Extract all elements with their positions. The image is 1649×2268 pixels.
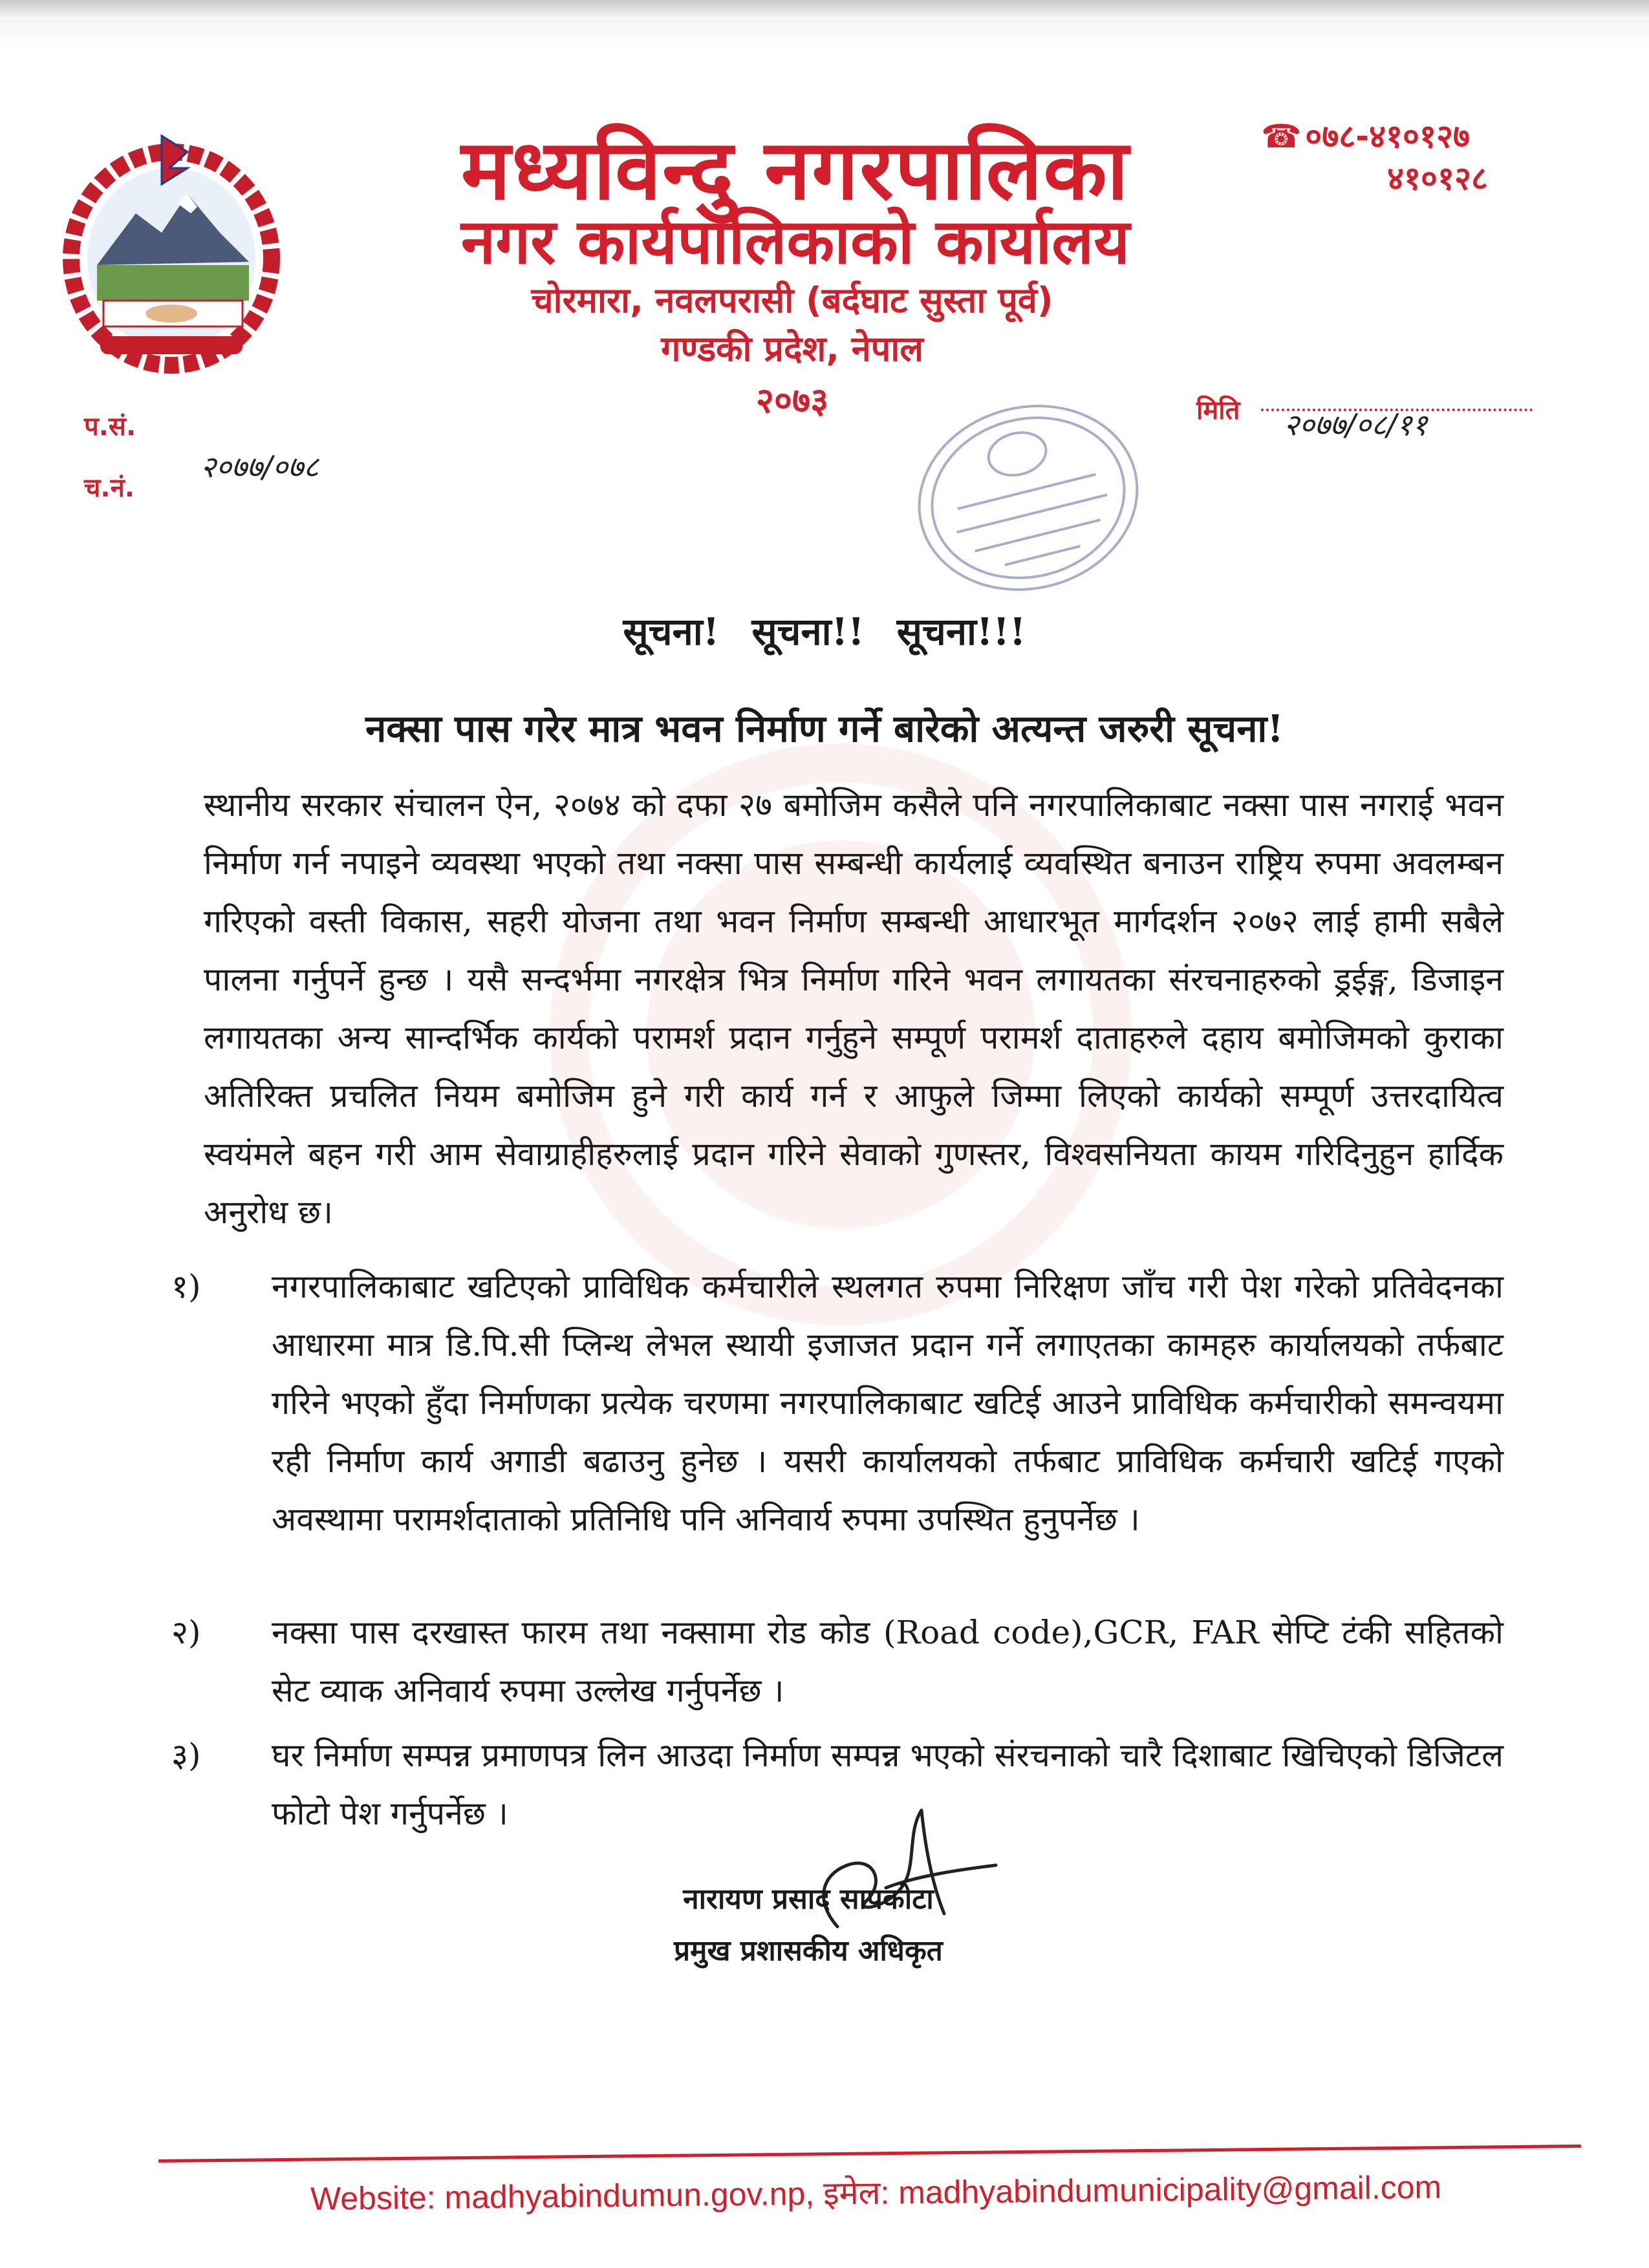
date-label: मिति [1196,396,1240,425]
phone-number-1: ०७८-४१०१२७ [1305,118,1471,155]
established-year: २०७३ [755,380,829,421]
footer-divider [158,2145,1581,2163]
list-item [171,1603,1503,1720]
office-address: चोरमारा, नवलपरासी (बर्दघाट सुस्ता पूर्व) [531,280,1053,321]
list-item [171,1257,1503,1548]
signature [776,1804,1009,1940]
cha-na-label: च.नं. [84,473,135,503]
phone-number-2: ४१०१२८ [1387,160,1488,197]
footer-contact: Website: madhyabindumun.gov.np, इमेल: madhyabindumunicipality@gmail.com [310,2168,1442,2217]
signatory-title: प्रमुख प्रशासकीय अधिकृत [674,1934,943,1967]
list-item-text: घर निर्माण सम्पन्न प्रमाणपत्र लिन आउदा निर्माण सम्पन्न भएको संरचनाको चारै दिशाबाट खिचिएको डिजिटल फोटो पेश गर्नुपर्नेछ । [272,1737,1503,1832]
scan-edge [0,0,1649,45]
office-stamp [899,388,1158,608]
signatory-name: नारायण प्रसाद सापकोटा [683,1883,934,1916]
telephone-icon: ☎ [1261,118,1302,155]
phone-line-1 [1261,113,1470,157]
list-item-text: नगरपालिकाबाट खटिएको प्राविधिक कर्मचारीले स्थलगत रुपमा निरिक्षण जाँच गरी पेश गरेको प्रतिवेदनका आधारमा मात्र डि.पि.सी प्लिन्थ लेभल स्थायी इजाजत प्रदान गर्ने लगाएतका कामहरु कार्यालयको तर्फबाट गरिने भएको हुँदा निर्माणका प्रत्येक चरणमा नगरपालिकाबाट खटिई आउने प्राविधिक कर्मचारीको समन्वयमा रही निर्माण कार्य अगाडी बढाउनु हुनेछ । यसरी कार्यालयको तर्फबाट प्राविधिक कर्मचारी खटिई गएको अवस्थामा परामर्शदाताको प्रतिनिधि पनि अनिवार्य रुपमा उपस्थित हुनुपर्नेछ । [272,1268,1503,1538]
office-province: गण्डकी प्रदेश, नेपाल [661,328,923,369]
notice-heading: सूचना! सूचना!! सूचना!!! [623,610,1026,654]
list-item-text: नक्सा पास दरखास्त फारम तथा नक्सामा रोड कोड (Road code),GCR, FAR सेप्टि टंकी सहितको सेट व्याक अनिवार्य रुपमा उल्लेख गर्नुपर्नेछ । [272,1614,1503,1709]
list-item-number: २) [171,1614,201,1651]
list-item-number: १) [171,1268,201,1305]
notice-subject: नक्सा पास गरेर मात्र भवन निर्माण गर्ने बारेको अत्यन्त जरुरी सूचना! [365,707,1284,751]
office-subtitle: नगर कार्यपालिकाको कार्यालय [460,206,1130,278]
pa-sa-label: प.सं. [84,412,136,442]
list-item-number: ३) [171,1737,201,1774]
fiscal-year-value: २०७७/०७८ [200,449,319,484]
notice-body: स्थानीय सरकार संचालन ऐन, २०७४ को दफा २७ बमोजिम कसैले पनि नगरपालिकाबाट नक्सा पास नगराई भवन निर्माण गर्न नपाइने व्यवस्था भएको तथा नक्सा पास सम्बन्धी कार्यलाई व्यवस्थित बनाउन राष्ट्रिय रुपमा अवलम्बन गरिएको वस्ती विकास, सहरी योजना तथा भवन निर्माण सम्बन्धी आधारभूत मार्गदर्शन २०७२ लाई हामी सबैले पालना गर्नुपर्ने हुन्छ । यसै सन्दर्भमा नगरक्षेत्र भित्र निर्माण गरिने भवन लगायतका संरचनाहरुको ड्रईङ्ग, डिजाइन लगायतका अन्य सान्दर्भिक कार्यको परामर्श प्रदान गर्नुहुने सम्पूर्ण परामर्श दाताहरुले दहाय बमोजिमको कुराका अतिरिक्त प्रचलित नियम बमोजिम हुने गरी कार्य गर्न र आफुले जिम्मा लिएको कार्यको सम्पूर्ण उत्तरदायित्व स्वयंमले बहन गरी आम सेवाग्राहीहरुलाई प्रदान गरिने सेवाको गुणस्तर, विश्वसनियता कायम गरिदिनुहुन हार्दिक अनुरोध छ। [204,786,1503,1231]
date-value: २०७७/०८/११ [1284,407,1428,442]
nepal-emblem-icon [58,123,285,375]
municipality-title: मध्यविन्दु नगरपालिका [460,122,1130,219]
